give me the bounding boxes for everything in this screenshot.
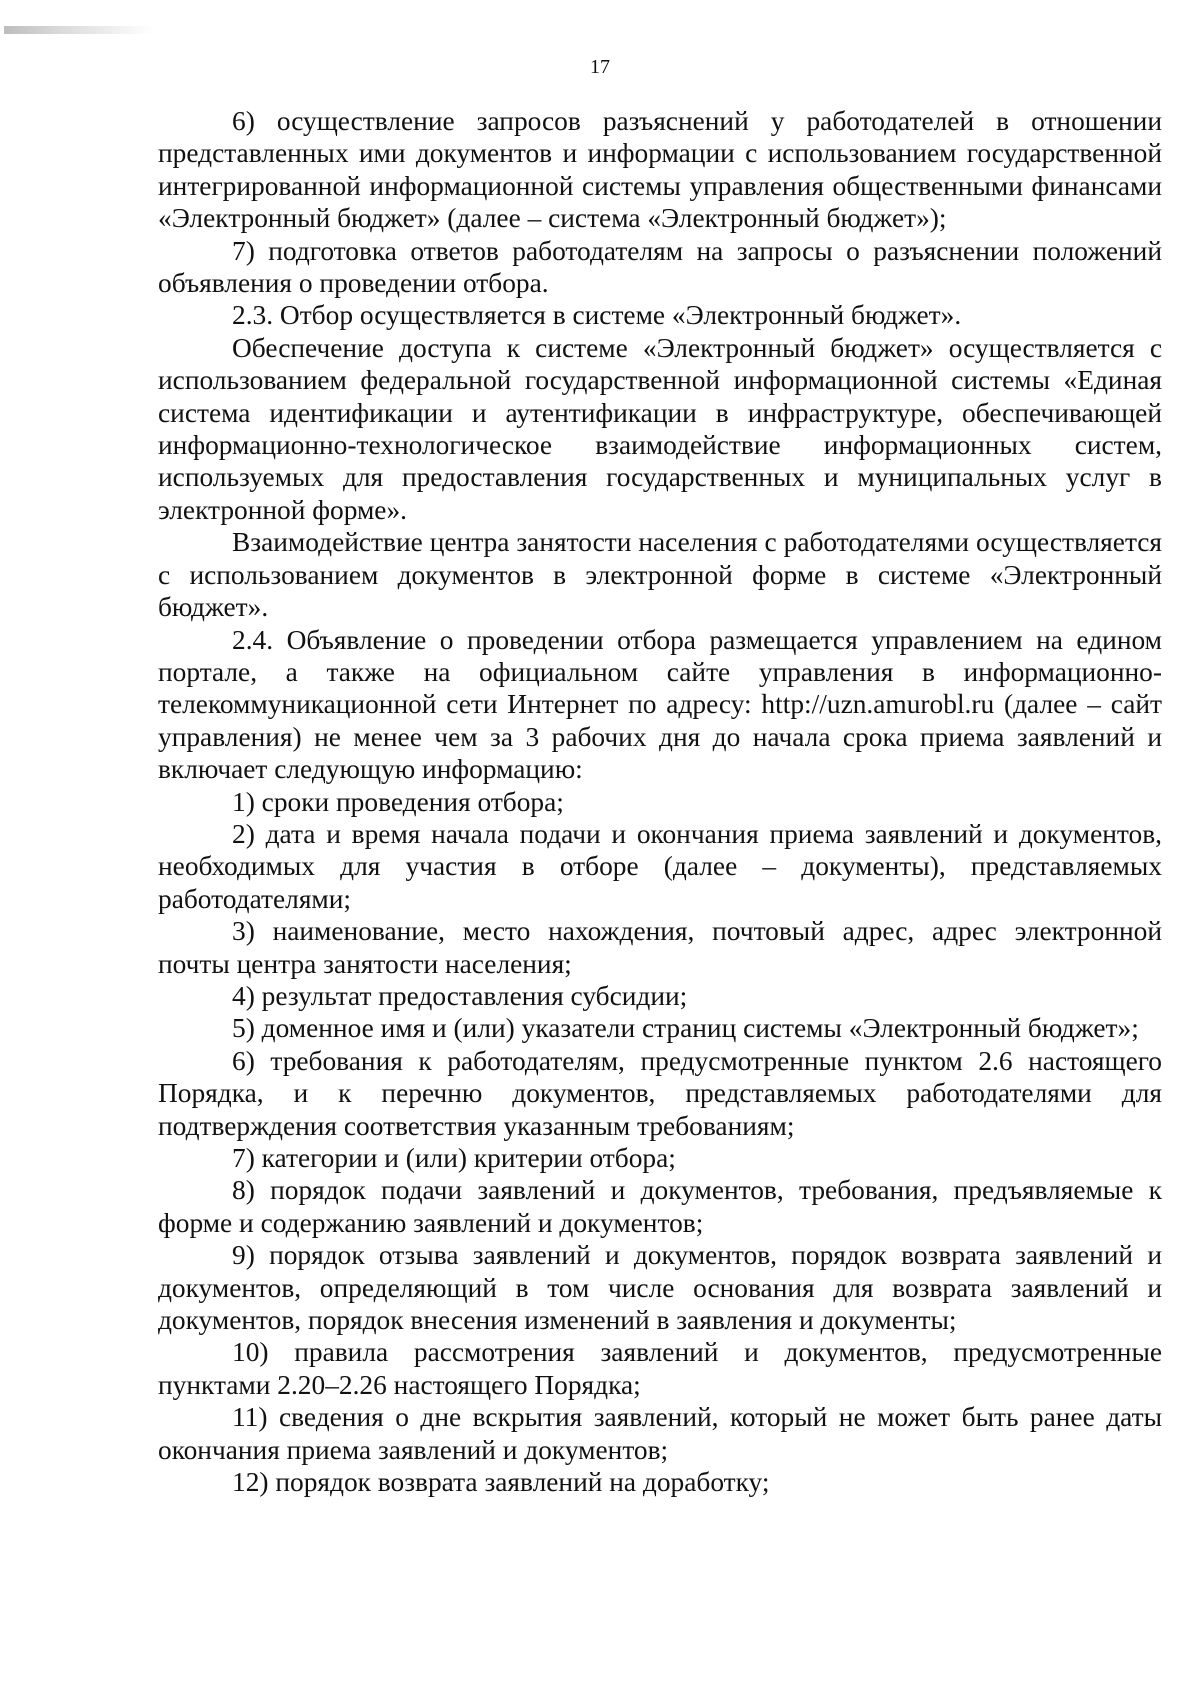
- paragraph-access: Обеспечение доступа к системе «Электронный бюджет» осуществляется с использованием федеральной государственной информационной системы «Единая система идентификации и аутентификации в инфраструктуре, обеспечивающей информационно-технологическое взаимодействие информационных систем, используемых для предоставления государственных и муниципальных услуг в электронной форме».: [158, 332, 1162, 525]
- list-item-4: 4) результат предоставления субсидии;: [232, 980, 688, 1011]
- list-item-6: 6) требования к работодателям, предусмотренные пунктом 2.6 настоящего Порядка, и к перечню документов, представляемых работодателями для подтверждения соответствия указанным требованиям;: [158, 1045, 1162, 1141]
- list-item-1: 1) сроки проведения отбора;: [232, 786, 564, 817]
- list-item-12: 12) порядок возврата заявлений на доработку;: [232, 1467, 770, 1498]
- list-item-2: 2) дата и время начала подачи и окончания приема заявлений и документов, необходимых для участия в отборе (далее – документы), представляемых работодателями;: [158, 818, 1162, 914]
- list-item-3: 3) наименование, место нахождения, почтовый адрес, адрес электронной почты центра занятости населения;: [158, 916, 1162, 979]
- list-item-9: 9) порядок отзыва заявлений и документов, порядок возврата заявлений и документов, определяющий в том числе основания для возврата заявлений и документов, порядок внесения изменений в заявления и документы;: [158, 1240, 1162, 1336]
- scan-artifact: [4, 26, 154, 34]
- list-item-5: 5) доменное имя и (или) указатели страниц системы «Электронный бюджет»;: [232, 1013, 1139, 1044]
- page-number: 17: [590, 56, 610, 78]
- document-body: [158, 105, 1162, 1498]
- paragraph-item-7: 7) подготовка ответов работодателям на запросы о разъяснении положений объявления о проведении отбора.: [158, 235, 1162, 299]
- paragraph-clause-2-3: 2.3. Отбор осуществляется в системе «Электронный бюджет».: [232, 300, 962, 331]
- paragraph-interaction: Взаимодействие центра занятости населения с работодателями осуществляется с использованием документов в электронной форме в системе «Электронный бюджет».: [158, 527, 1162, 623]
- paragraph-clause-2-4: 2.4. Объявление о проведении отбора размещается управлением на едином портале, а также на официальном сайте управления в информационно-телекоммуникационной сети Интернет по адресу: http://uzn.amurobl.ru (далее – сайт управления) не менее чем за 3 рабочих дня до начала срока приема заявлений и включает следующую информацию:: [158, 624, 1162, 785]
- list-item-10: 10) правила рассмотрения заявлений и документов, предусмотренные пунктами 2.20–2.26 настоящего Порядка;: [158, 1337, 1162, 1400]
- list-item-8: 8) порядок подачи заявлений и документов, требования, предъявляемые к форме и содержанию заявлений и документов;: [158, 1175, 1162, 1238]
- list-item-7: 7) категории и (или) критерии отбора;: [232, 1143, 676, 1173]
- list-item-11: 11) сведения о дне вскрытия заявлений, который не может быть ранее даты окончания приема заявлений и документов;: [158, 1402, 1162, 1465]
- paragraph-item-6: 6) осуществление запросов разъяснений у работодателей в отношении представленных ими документов и информации с использованием государственной интегрированной информационной системы управления общественными финансами «Электронный бюджет» (далее – система «Электронный бюджет»);: [158, 106, 1162, 234]
